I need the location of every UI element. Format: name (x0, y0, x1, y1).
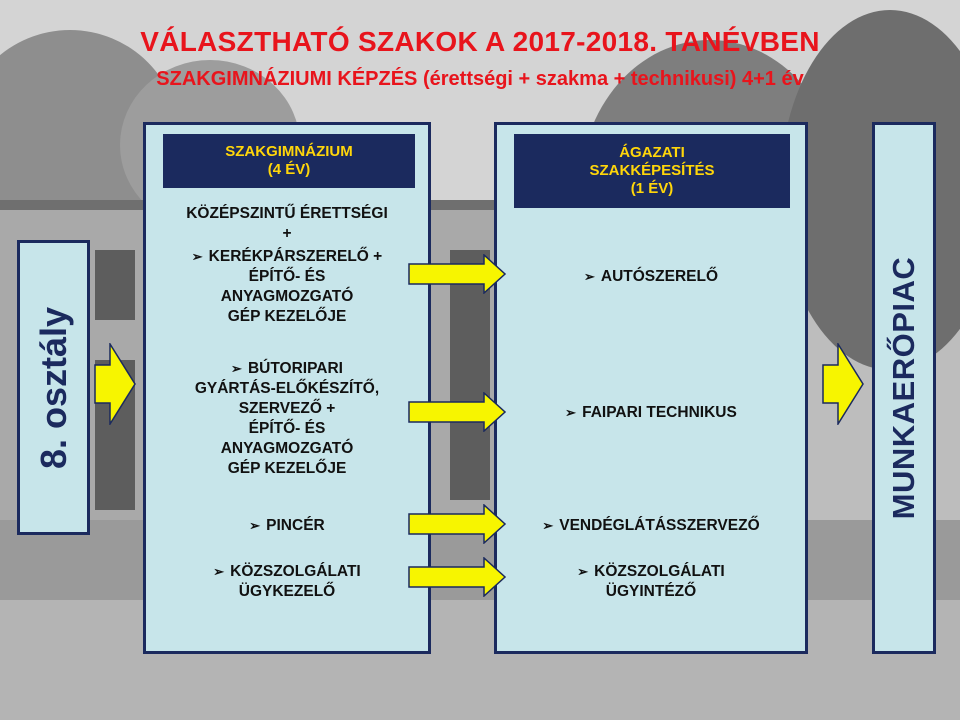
header-line: SZAKGIMNÁZIUM (225, 143, 353, 160)
start-grade-box (17, 240, 90, 535)
intro-line: KÖZÉPSZINTŰ ÉRETTSÉGI (186, 205, 388, 222)
arrow-right-icon (408, 392, 506, 432)
item-line: GYÁRTÁS-ELŐKÉSZÍTŐ, (194, 380, 380, 397)
arrowhead-bullet-icon: ➢ (213, 564, 225, 579)
list-item (497, 562, 805, 602)
header-line: (4 ÉV) (267, 161, 311, 178)
item-line: GÉP KEZELŐJE (227, 460, 347, 477)
subtitle-rest: (érettségi + szakma + technikusi) 4+1 év (417, 68, 804, 90)
arrowhead-bullet-icon: ➢ (231, 361, 242, 376)
item-line: AUTÓSZERELŐ (600, 268, 719, 285)
arrow-right-icon (94, 343, 136, 425)
item-line: KÖZSZOLGÁLATI (594, 563, 725, 580)
intro-line: + (282, 225, 292, 242)
arrowhead-bullet-icon: ➢ (542, 518, 554, 533)
subtitle-bold: SZAKGIMNÁZIUMI KÉPZÉS (156, 68, 418, 90)
item-line: SZERVEZŐ + (238, 400, 336, 417)
item-line: ÜGYINTÉZŐ (605, 583, 697, 600)
start-grade-label: 8. osztály (32, 306, 74, 469)
item-line: BÚTORIPARI (247, 360, 343, 377)
item-line: KERÉKPÁRSZERELŐ + (208, 248, 383, 265)
arrow-right-icon (408, 254, 506, 294)
header-line: (1 ÉV) (630, 180, 674, 197)
item-line: KÖZSZOLGÁLATI (230, 563, 361, 580)
item-line: ANYAGMOZGATÓ (220, 440, 354, 457)
list-item (497, 403, 805, 423)
school-column (143, 122, 431, 654)
qualification-column-header (514, 134, 790, 208)
item-line: ÜGYKEZELŐ (238, 583, 336, 600)
arrowhead-bullet-icon: ➢ (583, 269, 595, 284)
list-item (146, 359, 428, 479)
labor-market-label: MUNKAERŐPIAC (886, 256, 921, 520)
item-line: ÉPÍTŐ- ÉS (248, 268, 326, 285)
labor-market-box (872, 122, 936, 654)
list-item (146, 247, 428, 327)
arrowhead-bullet-icon: ➢ (577, 564, 589, 579)
intro-text (146, 204, 428, 244)
item-line: PINCÉR (266, 517, 325, 534)
arrowhead-bullet-icon: ➢ (191, 249, 203, 264)
item-line: ANYAGMOZGATÓ (220, 288, 354, 305)
item-line: GÉP KEZELŐJE (227, 308, 347, 325)
item-line: VENDÉGLÁTÁSSZERVEZŐ (559, 517, 760, 534)
list-item (497, 267, 805, 287)
header-line: SZAKKÉPESÍTÉS (589, 162, 715, 179)
list-item (146, 516, 428, 536)
school-column-header (163, 134, 415, 188)
list-item (146, 562, 428, 602)
qualification-column (494, 122, 808, 654)
arrow-right-icon (408, 557, 506, 597)
item-line: ÉPÍTŐ- ÉS (248, 420, 326, 437)
arrow-right-icon (822, 343, 864, 425)
slide-subtitle (0, 68, 960, 91)
arrowhead-bullet-icon: ➢ (249, 518, 261, 533)
item-line: FAIPARI TECHNIKUS (582, 404, 737, 421)
list-item (497, 516, 805, 536)
header-line: ÁGAZATI (619, 144, 685, 161)
arrowhead-bullet-icon: ➢ (565, 405, 577, 420)
arrow-right-icon (408, 504, 506, 544)
slide-title: VÁLASZTHATÓ SZAKOK A 2017-2018. TANÉVBEN (140, 26, 820, 57)
